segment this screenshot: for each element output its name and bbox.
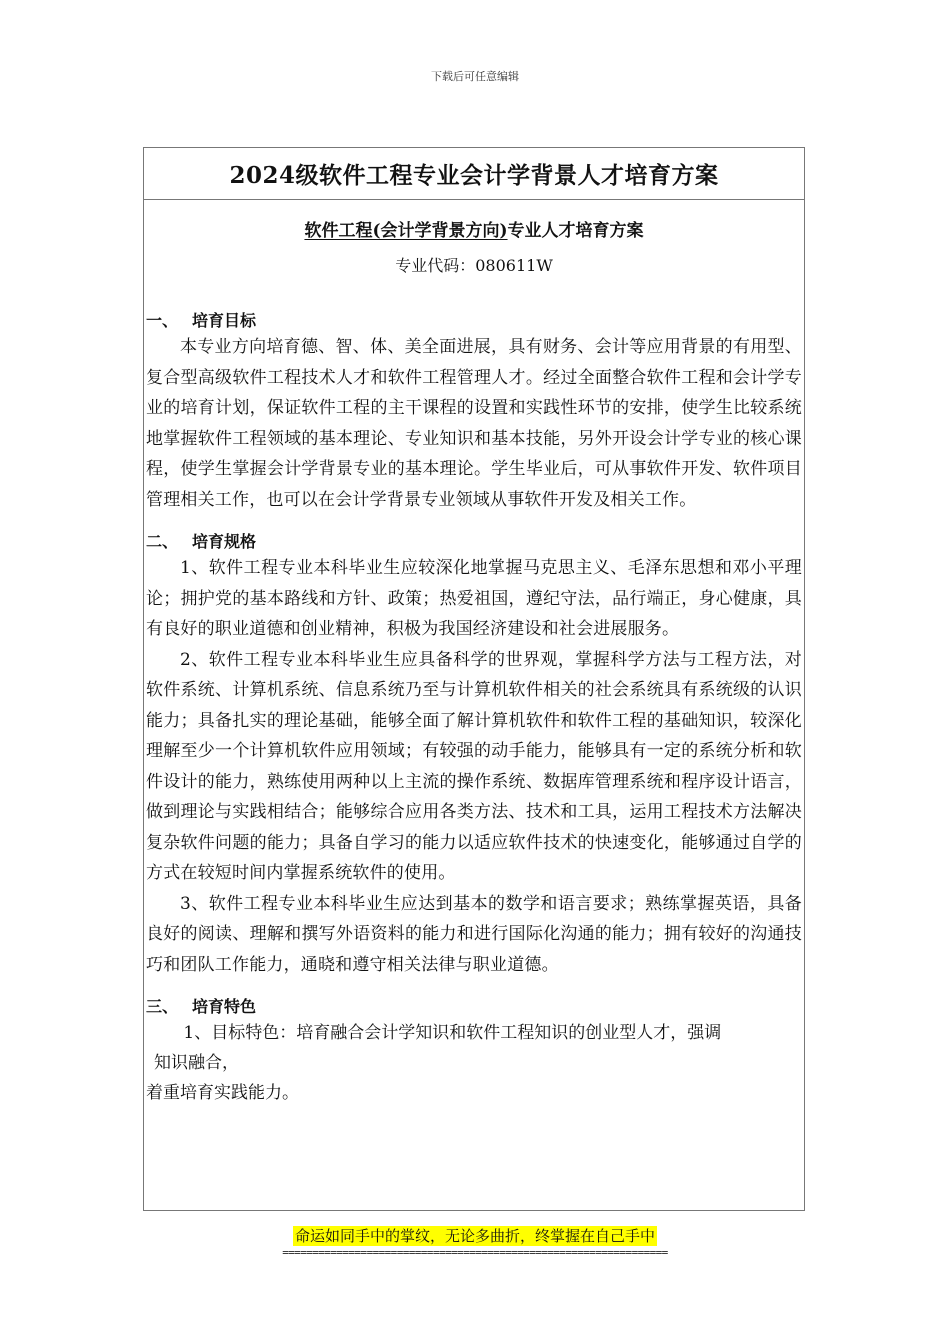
section-title: 培育特色 xyxy=(192,997,257,1016)
document-frame xyxy=(143,147,805,1211)
section-title: 培育目标 xyxy=(192,311,257,330)
subtitle-underlined: 软件工程(会计学背景方向) xyxy=(304,221,508,241)
section-number: 一、 xyxy=(146,311,179,330)
section-heading-features xyxy=(146,996,802,1018)
paragraph: 3、软件工程专业本科毕业生应达到基本的数学和语言要求；熟练掌握英语，具备良好的阅读、理解和撰写外语资料的能力和进行国际化沟通的能力；拥有较好的沟通技巧和团队工作能力，通晓和遵守相关法律与职业道德。 xyxy=(146,893,802,975)
feature-line: 1、目标特色：培育融合会计学知识和软件工程知识的创业型人才，强调 xyxy=(183,1023,722,1043)
footer-slogan-text: 命运如同手中的掌纹，无论多曲折，终掌握在自己手中 xyxy=(294,1227,655,1245)
feature-line: 知识融合， xyxy=(154,1053,239,1073)
section-title: 培育规格 xyxy=(192,532,257,551)
section-number: 二、 xyxy=(146,532,179,551)
major-code: 专业代码：080611W xyxy=(395,256,553,275)
section-heading-goals xyxy=(146,310,802,332)
document-body xyxy=(144,216,804,1108)
paragraph: 1、软件工程专业本科毕业生应较深化地掌握马克思主义、毛泽东思想和邓小平理论；拥护党的基本路线和方针、政策；热爱祖国，遵纪守法，品行端正，身心健康，具有良好的职业道德和创业精神，积极为我国经济建设和社会进展服务。 xyxy=(146,558,802,639)
section-number: 三、 xyxy=(146,997,179,1016)
section-heading-specs xyxy=(146,531,802,553)
plan-subtitle xyxy=(146,216,802,241)
footer-slogan xyxy=(0,1225,950,1246)
feature-line: 着重培育实践能力。 xyxy=(146,1083,299,1103)
header-note: 下载后可任意编辑 xyxy=(431,70,519,83)
paragraph: 本专业方向培育德、智、体、美全面进展，具有财务、会计等应用背景的有用型、复合型高级软件工程技术人才和软件工程管理人才。经过全面整合软件工程和会计学专业的培育计划，保证软件工程的主干课程的设置和实践性环节的安排，使学生比较系统地掌握软件工程领域的基本理论、专业知识和基本技能，另外开设会计学专业的核心课程，使学生掌握会计学背景专业的基本理论。学生毕业后，可从事软件开发、软件项目管理相关工作，也可以在会计学背景专业领域从事软件开发及相关工作。 xyxy=(146,337,802,510)
document-title: 2024级软件工程专业会计学背景人才培育方案 xyxy=(144,148,804,200)
footer-divider: ================================================================ xyxy=(282,1246,668,1259)
subtitle-rest: 专业人才培育方案 xyxy=(507,221,644,241)
paragraph: 2、软件工程专业本科毕业生应具备科学的世界观，掌握科学方法与工程方法，对软件系统、计算机系统、信息系统乃至与计算机软件相关的社会系统具有系统级的认识能力；具备扎实的理论基础，能够全面了解计算机软件和软件工程的基础知识，较深化理解至少一个计算机软件应用领域；有较强的动手能力，能够具有一定的系统分析和软件设计的能力，熟练使用两种以上主流的操作系统、数据库管理系统和程序设计语言，做到理论与实践相结合；能够综合应用各类方法、技术和工具，运用工程技术方法解决复杂软件问题的能力；具备自学习的能力以适应软件技术的快速变化，能够通过自学的方式在较短时间内掌握系统软件的使用。 xyxy=(146,649,802,883)
